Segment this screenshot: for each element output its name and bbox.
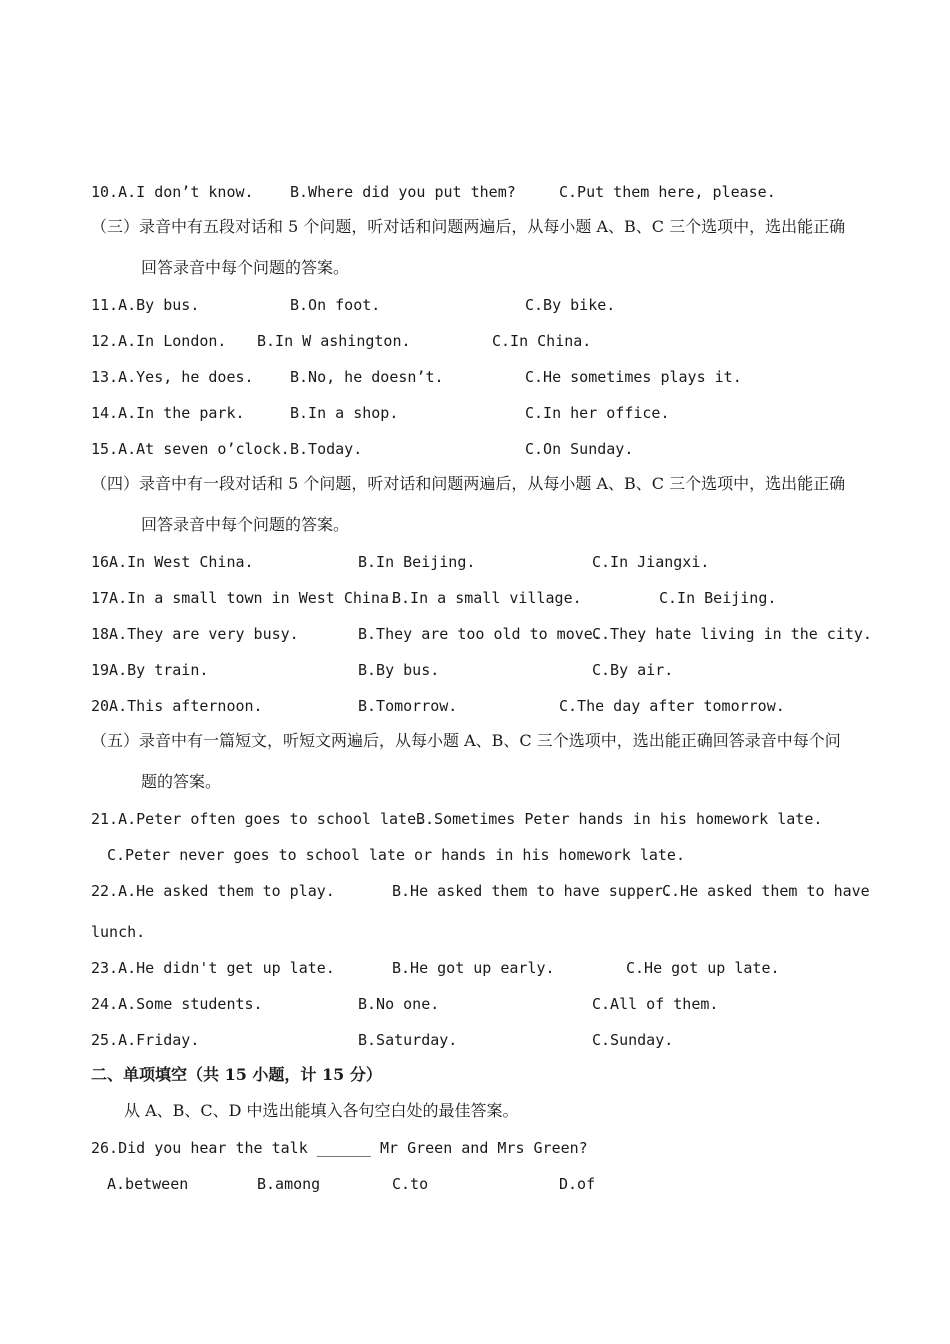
q20-option-b: B.Tomorrow. — [358, 697, 458, 715]
section-4-instruction-cont: 回答录音中每个问题的答案。 — [141, 515, 350, 534]
q24-option-a: 24.A.Some students. — [91, 995, 263, 1013]
q10-option-a: 10.A.I don’t know. — [91, 183, 254, 201]
q14-option-a: 14.A.In the park. — [91, 404, 245, 422]
q18-option-b: B.They are too old to move. — [358, 625, 602, 643]
q16-option-c: C.In Jiangxi. — [592, 553, 710, 571]
q26-option-c: C.to — [392, 1175, 429, 1193]
q25-option-b: B.Saturday. — [358, 1031, 458, 1049]
q24-option-b: B.No one. — [358, 995, 440, 1013]
q18-option-c: C.They hate living in the city. — [592, 625, 872, 643]
part-2-heading: 二、单项填空（共 15 小题，计 15 分） — [91, 1065, 382, 1084]
q25-option-a: 25.A.Friday. — [91, 1031, 200, 1049]
q21-option-c: C.Peter never goes to school late or hands in his homework late. — [107, 846, 685, 864]
q12-option-b: B.In W ashington. — [257, 332, 411, 350]
q19-option-c: C.By air. — [592, 661, 674, 679]
q15-option-a: 15.A.At seven o’clock. — [91, 440, 290, 458]
q16-option-b: B.In Beijing. — [358, 553, 476, 571]
q12-option-c: C.In China. — [492, 332, 592, 350]
q15-option-b: B.Today. — [290, 440, 363, 458]
q21-option-a: 21.A.Peter often goes to school late. — [91, 810, 426, 828]
q17-option-b: B.In a small village. — [392, 589, 582, 607]
q13-option-b: B.No, he doesn’t. — [290, 368, 444, 386]
q19-option-a: 19A.By train. — [91, 661, 209, 679]
section-4-instruction: （四）录音中有一段对话和 5 个问题，听对话和问题两遍后，从每小题 A、B、C 三个选项中，选出能正确 — [91, 474, 846, 493]
q22-option-b: B.He asked them to have supper. — [392, 882, 672, 900]
section-3-instruction-cont: 回答录音中每个问题的答案。 — [141, 258, 350, 277]
section-5-instruction: （五）录音中有一篇短文，听短文两遍后，从每小题 A、B、C 三个选项中，选出能正确回答录音中每个问 — [91, 731, 841, 750]
q26-option-d: D.of — [559, 1175, 596, 1193]
q22-option-a: 22.A.He asked them to play. — [91, 882, 335, 900]
q21-option-b: B.Sometimes Peter hands in his homework late. — [416, 810, 823, 828]
q20-option-a: 20A.This afternoon. — [91, 697, 263, 715]
q13-option-c: C.He sometimes plays it. — [525, 368, 742, 386]
q20-option-c: C.The day after tomorrow. — [559, 697, 785, 715]
q17-option-a: 17A.In a small town in West China. — [91, 589, 399, 607]
q23-option-a: 23.A.He didn't get up late. — [91, 959, 335, 977]
q16-option-a: 16A.In West China. — [91, 553, 254, 571]
section-3-instruction: （三）录音中有五段对话和 5 个问题，听对话和问题两遍后，从每小题 A、B、C 三个选项中，选出能正确 — [91, 217, 846, 236]
q11-option-a: 11.A.By bus. — [91, 296, 200, 314]
q13-option-a: 13.A.Yes, he does. — [91, 368, 254, 386]
q14-option-b: B.In a shop. — [290, 404, 399, 422]
q10-option-c: C.Put them here, please. — [559, 183, 776, 201]
part-2-instruction: 从 A、B、C、D 中选出能填入各句空白处的最佳答案。 — [124, 1101, 519, 1120]
q26-option-b: B.among — [257, 1175, 321, 1193]
q25-option-c: C.Sunday. — [592, 1031, 674, 1049]
q26-option-a: A.between — [107, 1175, 189, 1193]
q22-option-c-cont: lunch. — [91, 923, 146, 941]
q11-option-b: B.On foot. — [290, 296, 381, 314]
q15-option-c: C.On Sunday. — [525, 440, 634, 458]
q24-option-c: C.All of them. — [592, 995, 719, 1013]
q18-option-a: 18A.They are very busy. — [91, 625, 299, 643]
q14-option-c: C.In her office. — [525, 404, 670, 422]
q10-option-b: B.Where did you put them? — [290, 183, 516, 201]
q26-stem: 26.Did you hear the talk ______ Mr Green and Mrs Green? — [91, 1139, 588, 1157]
q23-option-c: C.He got up late. — [626, 959, 780, 977]
q23-option-b: B.He got up early. — [392, 959, 555, 977]
q17-option-c: C.In Beijing. — [659, 589, 777, 607]
section-5-instruction-cont: 题的答案。 — [141, 772, 222, 791]
q12-option-a: 12.A.In London. — [91, 332, 227, 350]
q19-option-b: B.By bus. — [358, 661, 440, 679]
q11-option-c: C.By bike. — [525, 296, 616, 314]
q22-option-c: C.He asked them to have — [662, 882, 870, 900]
